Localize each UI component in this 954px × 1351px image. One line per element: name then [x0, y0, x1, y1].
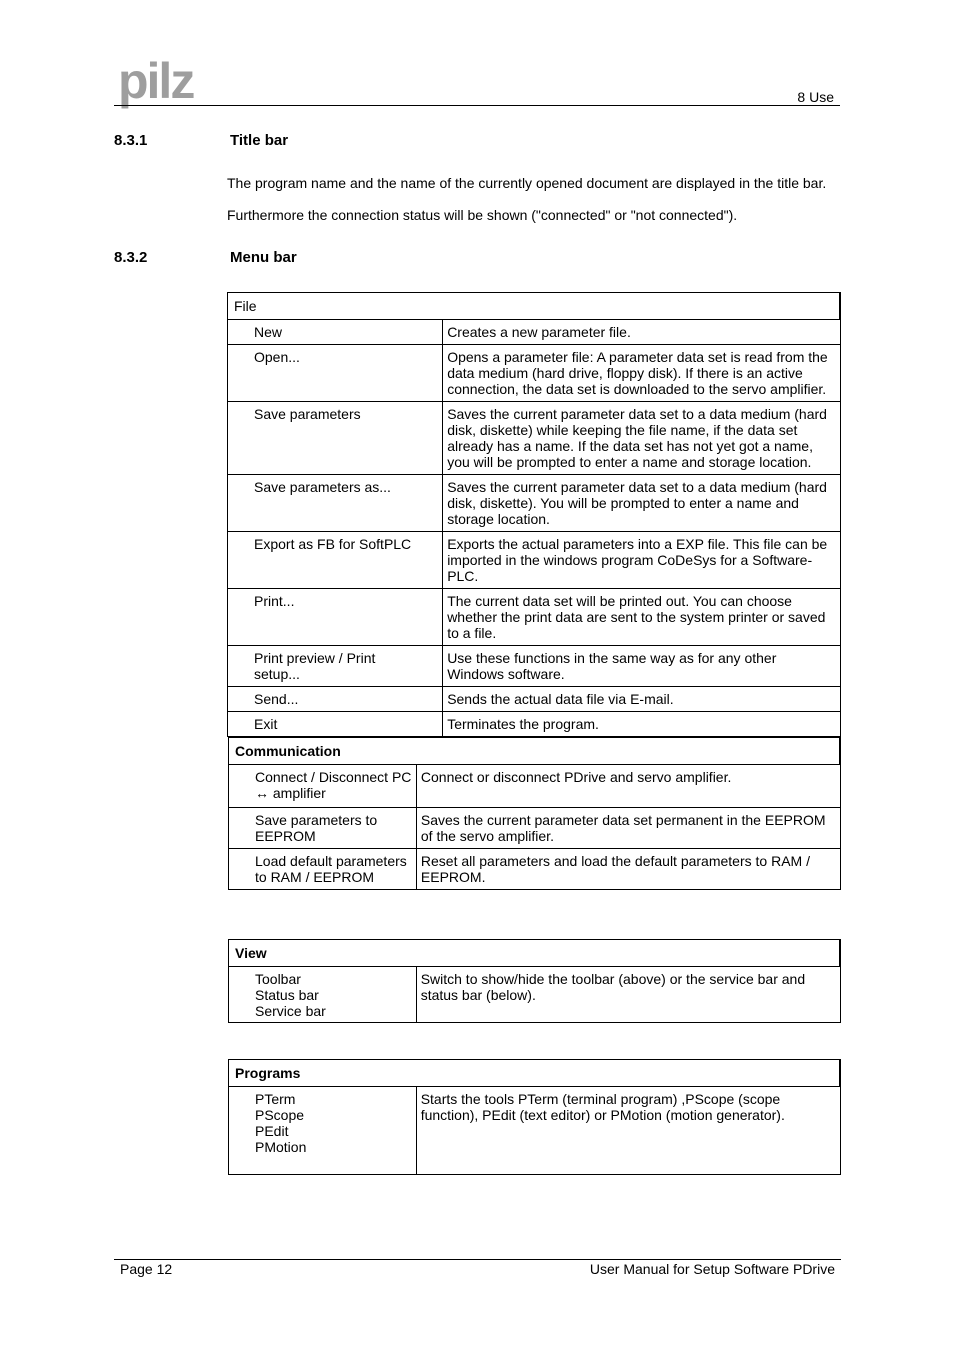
- table-header: Programs: [229, 1060, 841, 1087]
- menu-description: Terminates the program.: [443, 712, 840, 737]
- table-row: [229, 849, 841, 890]
- menu-item: Exit: [228, 712, 443, 737]
- table-header: File: [228, 293, 841, 320]
- table-row: [228, 345, 841, 402]
- menu-description: Saves the current parameter data set to a data medium (hard disk, diskette). You will be prompted to enter a name and storage location.: [443, 475, 840, 532]
- menu-item-line: Toolbar: [255, 971, 301, 987]
- section-title: Menu bar: [230, 249, 297, 266]
- table-row: [229, 808, 841, 849]
- section-number: 8.3.2: [114, 249, 148, 266]
- menu-item: Send...: [228, 687, 443, 712]
- communication-menu-table: [228, 737, 841, 890]
- menu-description: Exports the actual parameters into a EXP file. This file can be imported in the windows program CoDeSys for a Software-PLC.: [443, 532, 840, 589]
- pilz-logo: pilz: [118, 53, 194, 109]
- menu-item-line: Service bar: [255, 1003, 326, 1019]
- menu-item-line: PMotion: [255, 1139, 307, 1155]
- menu-item: Print preview / Print setup...: [228, 646, 443, 687]
- menu-item: Connect / Disconnect PC ↔ amplifier: [229, 765, 417, 808]
- view-menu-table: [228, 939, 841, 1023]
- section-number: 8.3.1: [114, 132, 148, 149]
- menu-description: The current data set will be printed out. You can choose whether the print data are sent to the system printer or saved to a file.: [443, 589, 840, 646]
- table-row: [228, 687, 841, 712]
- menu-item: New: [228, 320, 443, 345]
- footer-title: User Manual for Setup Software PDrive: [589, 1261, 835, 1277]
- menu-item-line: Status bar: [255, 987, 319, 1003]
- chapter-label: 8 Use: [797, 89, 834, 105]
- menu-description: Creates a new parameter file.: [443, 320, 840, 345]
- menu-item: [229, 1087, 417, 1175]
- menu-item: Save parameters as...: [228, 475, 443, 532]
- footer-rule: [114, 1259, 841, 1260]
- table-row: [229, 967, 841, 1023]
- table-row: [228, 475, 841, 532]
- table-row: [229, 765, 841, 808]
- menu-item: Export as FB for SoftPLC: [228, 532, 443, 589]
- menu-description: Reset all parameters and load the default parameters to RAM / EEPROM.: [416, 849, 840, 890]
- page-number: Page 12: [120, 1261, 173, 1277]
- menu-item-line: PTerm: [255, 1091, 296, 1107]
- menu-item: [229, 967, 417, 1023]
- paragraph: The program name and the name of the currently opened document are displayed in the title bar.: [227, 175, 827, 191]
- menu-item: Open...: [228, 345, 443, 402]
- menu-item-line: PScope: [255, 1107, 305, 1123]
- paragraph: Furthermore the connection status will be shown ("connected" or "not connected").: [227, 207, 738, 223]
- menu-description: Use these functions in the same way as for any other Windows software.: [443, 646, 840, 687]
- table-row: [228, 589, 841, 646]
- menu-description: Opens a parameter file: A parameter data set is read from the data medium (hard drive, floppy disk). If there is an active connection, the data set is downloaded to the servo amplifier.: [443, 345, 840, 402]
- menu-item: Load default parameters to RAM / EEPROM: [229, 849, 417, 890]
- table-row: [228, 532, 841, 589]
- table-row: [229, 1087, 841, 1175]
- table-row: [228, 646, 841, 687]
- menu-item-line: PEdit: [255, 1123, 289, 1139]
- header-rule: [114, 105, 840, 106]
- menu-description: Switch to show/hide the toolbar (above) or the service bar and status bar (below).: [416, 967, 840, 1023]
- table-row: [228, 402, 841, 475]
- menu-item: Save parameters: [228, 402, 443, 475]
- menu-description: Connect or disconnect PDrive and servo amplifier.: [416, 765, 840, 808]
- table-row: [228, 320, 841, 345]
- section-title: Title bar: [230, 132, 289, 149]
- menu-description: Saves the current parameter data set to a data medium (hard disk, diskette) while keeping the file name, if the data set already has a name. If the data set has not yet got a name, you will be prompted to enter a name and storage location.: [443, 402, 840, 475]
- table-row: [228, 712, 841, 737]
- menu-description: Saves the current parameter data set permanent in the EEPROM of the servo amplifier.: [416, 808, 840, 849]
- menu-item: Print...: [228, 589, 443, 646]
- file-menu-table: [227, 292, 841, 737]
- menu-description: Starts the tools PTerm (terminal program) ,PScope (scope function), PEdit (text editor) or PMotion (motion generator).: [416, 1087, 840, 1175]
- table-header: View: [229, 940, 841, 967]
- menu-item: Save parameters to EEPROM: [229, 808, 417, 849]
- table-header: Communication: [229, 738, 841, 765]
- menu-description: Sends the actual data file via E-mail.: [443, 687, 840, 712]
- programs-menu-table: [228, 1059, 841, 1175]
